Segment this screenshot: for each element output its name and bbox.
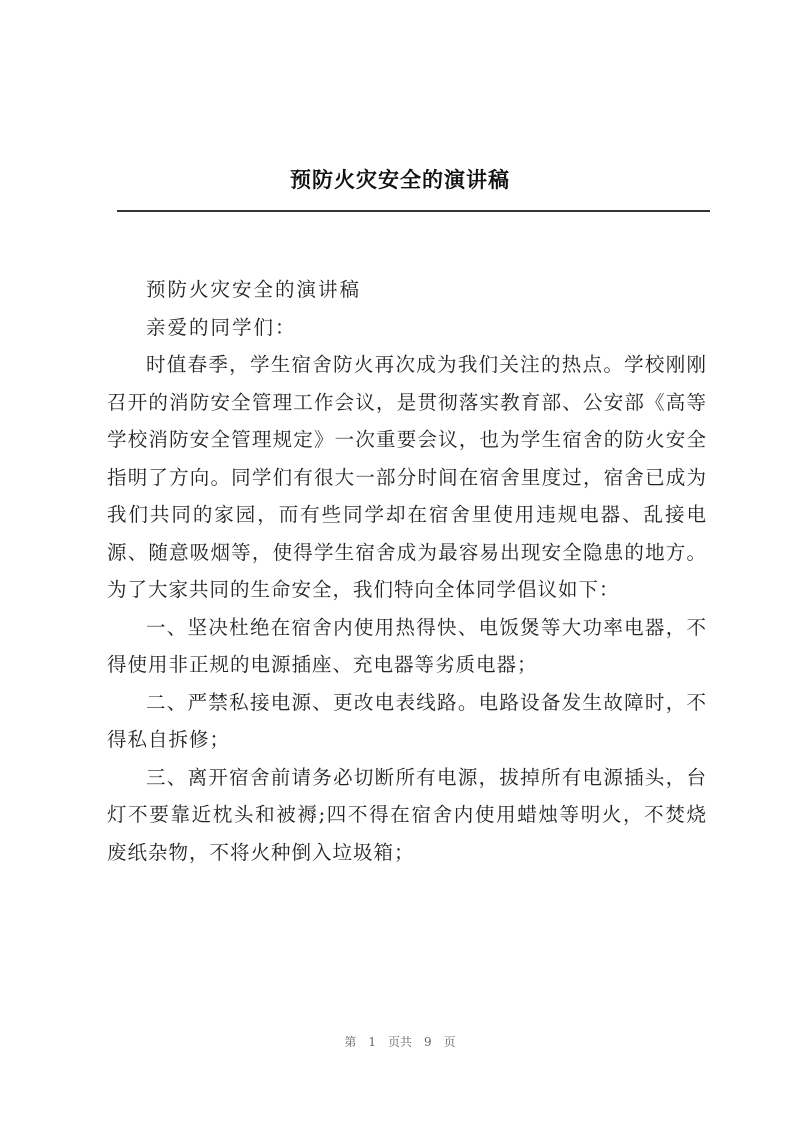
page-number: 1 <box>368 1035 376 1049</box>
paragraph-intro: 时值春季，学生宿舍防火再次成为我们关注的热点。学校刚刚召开的消防安全管理工作会议，是贯彻落实教育部、公安部《高等学校消防安全管理规定》一次重要会议，也为学生宿舍的防火安全指明了方向。同学们有很大一部分时间在宿舍里度过，宿舍已成为我们共同的家园，而有些同学却在宿舍里使用违规电器、乱接电源、随意吸烟等，使得学生宿舍成为最容易出现安全隐患的地方。为了大家共同的生命安全，我们特向全体同学倡议如下： <box>107 353 707 601</box>
paragraph-item-2: 二、严禁私接电源、更改电表线路。电路设备发生故障时，不得私自拆修； <box>107 690 707 751</box>
paragraph-salutation: 亲爱的同学们： <box>146 315 297 339</box>
page-footer <box>0 1033 800 1050</box>
total-pages: 9 <box>424 1035 432 1049</box>
page-label: 第 <box>344 1035 357 1049</box>
title-underline <box>117 210 710 212</box>
document-title: 预防火灾安全的演讲稿 <box>290 167 510 192</box>
total-label: 页共 <box>387 1035 412 1049</box>
paragraph-heading: 预防火灾安全的演讲稿 <box>146 278 362 301</box>
document-body <box>107 271 707 871</box>
page-suffix: 页 <box>443 1035 456 1049</box>
paragraph-item-1: 一、坚决杜绝在宿舍内使用热得快、电饭煲等大功率电器，不得使用非正规的电源插座、充电器等劣质电器； <box>107 615 707 676</box>
paragraph-item-3: 三、离开宿舍前请务必切断所有电源，拔掉所有电源插头，台灯不要靠近枕头和被褥;四不得在宿舍内使用蜡烛等明火，不焚烧废纸杂物，不将火种倒入垃圾箱； <box>107 765 707 864</box>
